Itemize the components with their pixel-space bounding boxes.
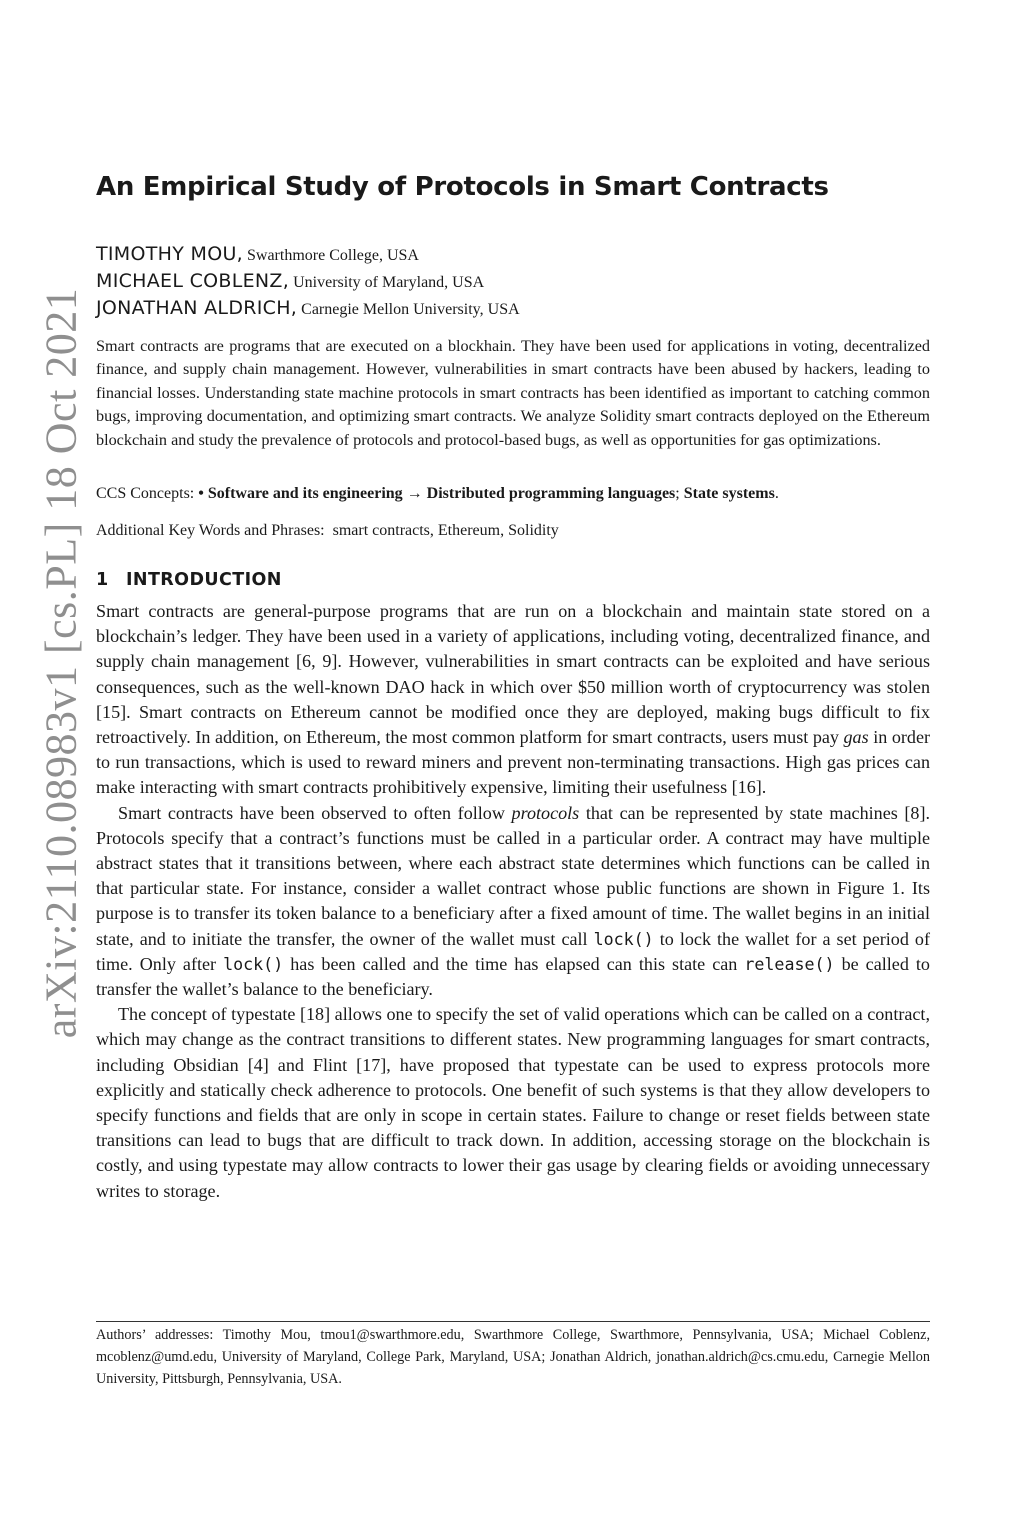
- paragraph: [96, 801, 930, 1003]
- ccs-end: .: [774, 485, 779, 502]
- author-list: [96, 241, 930, 322]
- code-release: release(): [744, 954, 835, 974]
- section-number: 1: [96, 570, 109, 590]
- introduction-body: [96, 599, 930, 1204]
- footnote-divider: [96, 1321, 930, 1322]
- ccs-bullet: •: [198, 485, 204, 502]
- paragraph-text: be called to transfer the wallet’s balance to the beneficiary.: [96, 953, 930, 1000]
- author-name: MICHAEL COBLENZ,: [96, 270, 290, 292]
- code-lock: lock(): [223, 954, 284, 974]
- ccs-concepts: [96, 485, 936, 503]
- paragraph-text: that can be represented by state machines [8]. Protocols specify that a contract’s functions must be called in a particular order. A contract may have multiple abstract states that it transitions between, where each abstract state determines which functions can be called in that particular state. For instance, consider a wallet contract whose public functions are shown in Figure 1. Its purpose is to transfer its token balance to a beneficiary after a fixed amount of time. The wallet begins in an initial state, and to initiate the transfer, the owner of the wallet must call: [96, 802, 930, 949]
- section-heading: [96, 570, 282, 590]
- author-entry: [96, 241, 930, 268]
- author-entry: [96, 268, 930, 295]
- author-entry: [96, 295, 930, 322]
- ccs-arrow: →: [406, 485, 423, 502]
- author-affiliation: University of Maryland, USA: [293, 274, 485, 291]
- paragraph-text: in order to run transactions, which is used to reward miners and prevent non-terminating transactions. High gas prices can make interacting with smart contracts prohibitively expensive, limiting their usefulness [16].: [96, 727, 931, 798]
- author-affiliation: Carnegie Mellon University, USA: [301, 301, 520, 318]
- keywords: [96, 522, 930, 540]
- abstract: Smart contracts are programs that are executed on a blockhain. They have been used for applications in voting, decentralized finance, and supply chain management. However, vulnerabilities in smart contracts have been abused by hackers, leading to financial losses. Understanding state machine protocols in smart contracts has been identified as important to catching common bugs, improving documentation, and optimizing smart contracts. We analyze Solidity smart contracts deployed on the Ethereum blockchain and study the prevalence of protocols and protocol-based bugs, as well as opportunities for gas optimizations.: [96, 337, 930, 449]
- paragraph-text: has been called and the time has elapsed can this state can: [283, 953, 745, 974]
- paper-title: An Empirical Study of Protocols in Smart Contracts: [96, 172, 829, 202]
- paragraph-text: Smart contracts have been observed to often follow: [118, 802, 512, 823]
- ccs-concept-software: Software and its engineering: [207, 485, 403, 502]
- paragraph-text: Smart contracts are general-purpose programs that are run on a blockchain and maintain state stored on a blockchain’s ledger. They have been used in a variety of applications, including voting, decentralized finance, and supply chain management [6, 9]. However, vulnerabilities in smart contracts can be exploited and have serious consequences, such as the well-known DAO hack in which over $50 million worth of cryptocurrency was stolen [15]. Smart contracts on Ethereum cannot be modified once they are deployed, making bugs difficult to fix retroactively. In addition, on Ethereum, the most common platform for smart contracts, users must pay: [96, 601, 930, 748]
- author-name: TIMOTHY MOU,: [96, 243, 243, 265]
- emphasis: gas: [843, 727, 869, 748]
- ccs-separator: ;: [675, 485, 680, 502]
- code-lock: lock(): [593, 929, 654, 949]
- ccs-label: CCS Concepts:: [96, 485, 195, 502]
- arxiv-identifier-stamp: arXiv:2110.08983v1 [cs.PL] 18 Oct 2021: [36, 287, 86, 1039]
- emphasis: protocols: [511, 802, 580, 823]
- authors-addresses-footnote: Authors’ addresses: Timothy Mou, tmou1@swarthmore.edu, Swarthmore College, Swarthmore, Pennsylvania, USA; Michael Coblenz, mcoblenz@umd.edu, University of Maryland, College Park, Maryland, USA; Jonathan Aldrich, jonathan.aldrich@cs.cmu.edu, Carnegie Mellon University, Pittsburgh, Pennsylvania, USA.: [96, 1327, 930, 1387]
- ccs-concept-state: State systems: [683, 485, 775, 502]
- author-name: JONATHAN ALDRICH,: [96, 297, 298, 319]
- paragraph: The concept of typestate [18] allows one to specify the set of valid operations which can be called on a contract, which may change as the contract transitions to different states. New programming languages for smart contracts, including Obsidian [4] and Flint [17], have proposed that typestate can be used to express protocols more explicitly and statically check adherence to protocols. One benefit of such systems is that they allow developers to specify functions and fields that are only in scope in certain states. Failure to change or reset fields between state transitions can lead to bugs that are difficult to track down. In addition, accessing storage on the blockchain is costly, and using typestate may allow contracts to lower their gas usage by clearing fields or avoiding unnecessary writes to storage.: [96, 1004, 930, 1201]
- author-affiliation: Swarthmore College, USA: [247, 247, 419, 264]
- paragraph: [96, 599, 930, 801]
- keywords-value: smart contracts, Ethereum, Solidity: [332, 522, 559, 539]
- section-title: INTRODUCTION: [126, 570, 282, 590]
- paragraph-text: to lock the wallet for a set period of time. Only after: [96, 928, 930, 974]
- keywords-label: Additional Key Words and Phrases:: [96, 522, 325, 539]
- ccs-concept-distributed: Distributed programming languages: [426, 485, 676, 502]
